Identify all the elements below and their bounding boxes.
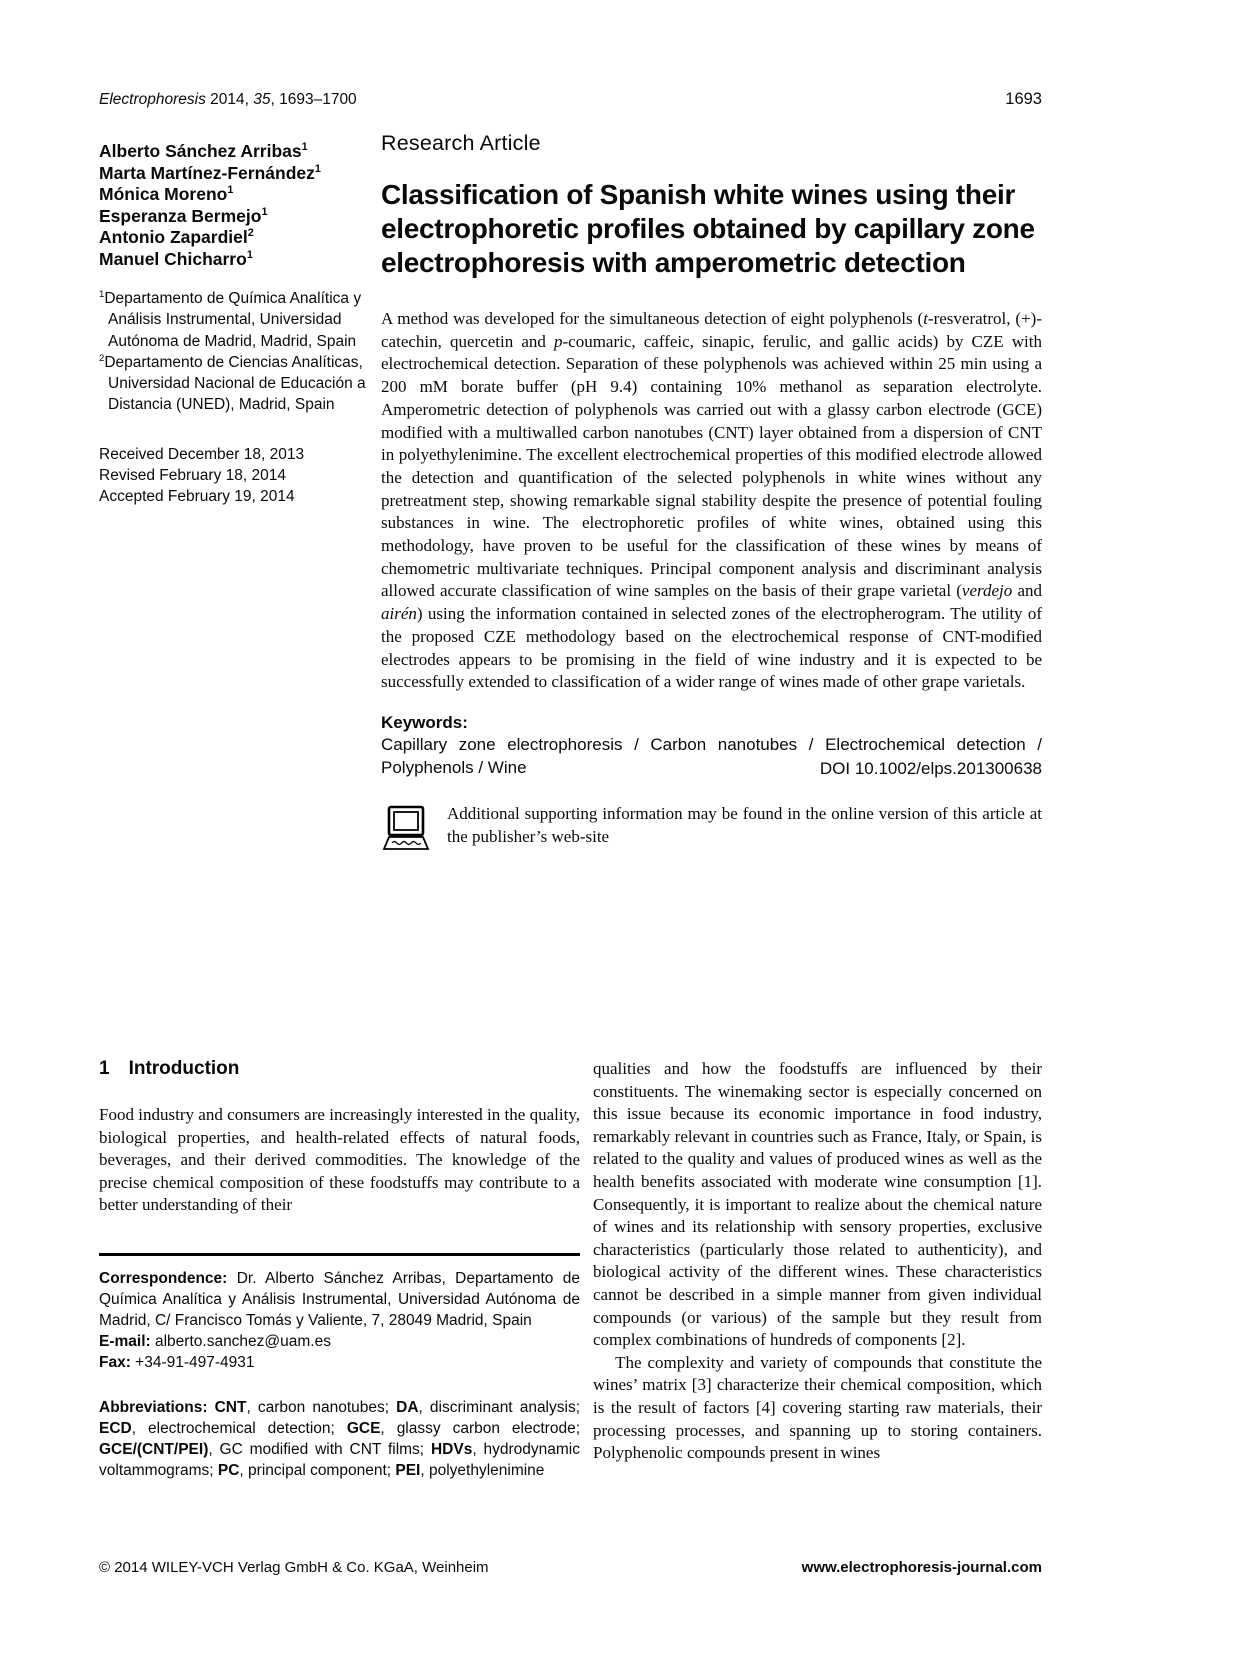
page-number: 1693 bbox=[1005, 90, 1042, 108]
article-history bbox=[99, 444, 371, 508]
affiliation: $^1$Departamento de Química Analítica y Análisis Instrumental, Universidad Autónoma de Madrid, Madrid, Spain bbox=[99, 288, 362, 350]
correspondence-block bbox=[99, 1268, 580, 1373]
sidebar bbox=[99, 141, 371, 508]
keywords-label: Keywords: bbox=[381, 712, 468, 732]
keywords-text: Capillary zone electrophoresis / Carbon nanotubes / Electrochemical detection / Polyphenols / Wine bbox=[381, 735, 1042, 777]
affiliation-mark: 2 bbox=[99, 352, 105, 364]
doi: DOI 10.1002/elps.201300638 bbox=[819, 759, 1042, 779]
author-name: Esperanza Bermejo$^1$ bbox=[99, 205, 268, 226]
affiliation-mark: 1 bbox=[99, 288, 105, 300]
journal-website: www.electrophoresis-journal.com bbox=[801, 1559, 1042, 1576]
page-footer bbox=[99, 1559, 1042, 1576]
affiliation-mark: 1 bbox=[261, 205, 268, 218]
affiliation-mark: 1 bbox=[301, 141, 308, 154]
accepted-date: Accepted February 19, 2014 bbox=[99, 488, 295, 506]
copyright: © 2014 WILEY-VCH Verlag GmbH & Co. KGaA, Weinheim bbox=[99, 1559, 489, 1576]
intro-left-column bbox=[99, 1058, 580, 1481]
affiliation-list bbox=[99, 288, 371, 416]
author-name: Manuel Chicharro$^1$ bbox=[99, 248, 253, 269]
keywords-block bbox=[381, 712, 1042, 779]
email-line: E-mail: alberto.sanchez@uam.es bbox=[99, 1332, 331, 1350]
article-title: Classification of Spanish white wines using their electrophoretic profiles obtained by capillary zone electrophoresis with amperometric detection bbox=[381, 179, 1035, 278]
section-title: Introduction bbox=[128, 1058, 240, 1079]
correspondence-text: Correspondence: Dr. Alberto Sánchez Arribas, Departamento de Química Analítica y Análisis Instrumental, Universidad Autónoma de Madrid, C/ Francisco Tomás y Valiente, 7, 28049 Madrid, Spain bbox=[99, 1269, 580, 1329]
author-name: Antonio Zapardiel$^2$ bbox=[99, 227, 254, 247]
section-heading bbox=[99, 1058, 580, 1080]
fax-line: Fax: +34-91-497-4931 bbox=[99, 1353, 255, 1371]
author-name: Mónica Moreno$^1$ bbox=[99, 184, 234, 204]
affiliation-mark: 1 bbox=[246, 248, 253, 261]
author-name: Alberto Sánchez Arribas$^1$ bbox=[99, 141, 308, 161]
affiliation-mark: 1 bbox=[314, 162, 321, 175]
footnote-rule bbox=[99, 1253, 580, 1256]
received-date: Received December 18, 2013 bbox=[99, 445, 305, 463]
abstract: A method was developed for the simultaneous detection of eight polyphenols (t-resveratrol, (+)-catechin, quercetin and p-coumaric, caffeic, sinapic, ferulic, and gallic acids) by CZE with electrochemical detection. Separation of these polyphenols was achieved within 25 min using a 200 mM borate buffer (pH 9.4) containing 10% methanol as separation electrolyte. Amperometric detection of polyphenols was carried out with a glassy carbon electrode (GCE) modified with a multiwalled carbon nanotubes (CNT) layer obtained from a dispersion of CNT in polyethylenimine. The excellent electrochemical properties of this modified electrode allowed the detection and quantification of the selected polyphenols in white wines without any pretreatment step, showing remarkable signal stability despite the presence of potential fouling substances in wine. The electrophoretic profiles of white wines, obtained using this methodology, have proven to be useful for the classification of these wines by means of chemometric multivariate techniques. Principal component analysis and discriminant analysis allowed accurate classification of wine samples on the basis of their grape varietal (verdejo and airén) using the information contained in selected zones of the electropherogram. The utility of the proposed CZE methodology based on the electrochemical response of CNT-modified electrodes appears to be promising in the field of wine industry and it is expected to be successfully extended to classification of a wider range of wines made of other grape varietals. bbox=[381, 309, 1042, 692]
computer-icon bbox=[381, 803, 431, 856]
supporting-info-text: Additional supporting information may be found in the online version of this article at the publisher’s web-site bbox=[447, 804, 1042, 846]
intro-right-column bbox=[593, 1058, 1042, 1465]
intro-paragraph: Food industry and consumers are increasingly interested in the quality, biological properties, and health-related effects of natural foods, beverages, and their derived commodities. The knowledge of the precise chemical composition of these foodstuffs may contribute to a better understanding of their bbox=[99, 1105, 580, 1215]
page-header bbox=[99, 90, 1042, 109]
intro-paragraph: qualities and how the foodstuffs are influenced by their constituents. The winemaking sector is especially concerned on this issue because its economic importance in food industry, remarkably relevant in countries such as France, Italy, or Spain, is related to the quality and values of produced wines as well as the health benefits associated with moderate wine consumption [1]. Consequently, it is important to realize about the chemical nature of wines and its relationship with sensory properties, exclusive characteristics (particularly those related to authenticity), and biological activity of the different wines. These characteristics cannot be described in a simple manner from given individual compounds (or various) of the sample but they result from complex combinations of hundreds of components [2]. bbox=[593, 1059, 1042, 1350]
author-list bbox=[99, 141, 371, 270]
revised-date: Revised February 18, 2014 bbox=[99, 467, 286, 485]
affiliation: $^2$Departamento de Ciencias Analíticas, Universidad Nacional de Educación a Distancia (UNED), Madrid, Spain bbox=[99, 352, 366, 414]
journal-reference: Electrophoresis 2014, 35, 1693–1700 bbox=[99, 91, 357, 108]
main-column bbox=[381, 131, 1042, 856]
section-number: 1 bbox=[99, 1058, 110, 1079]
abbreviations-block: Abbreviations: CNT, carbon nanotubes; DA, discriminant analysis; ECD, electrochemical detection; GCE, glassy carbon electrode; GCE/(CNT/PEI), GC modified with CNT films; HDVs, hydrodynamic voltammograms; PC, principal component; PEI, polyethylenimine bbox=[99, 1398, 581, 1479]
author-name: Marta Martínez-Fernández$^1$ bbox=[99, 162, 321, 183]
article-type: Research Article bbox=[381, 131, 541, 155]
affiliation-mark: 2 bbox=[247, 227, 254, 240]
supporting-info bbox=[381, 803, 1042, 856]
intro-paragraph: The complexity and variety of compounds that constitute the wines’ matrix [3] characterize their chemical composition, which is the result of factors [4] covering starting raw materials, their processing processes, and spanning up to storing containers. Polyphenolic compounds present in wines bbox=[593, 1352, 1042, 1463]
affiliation-mark: 1 bbox=[227, 184, 234, 197]
